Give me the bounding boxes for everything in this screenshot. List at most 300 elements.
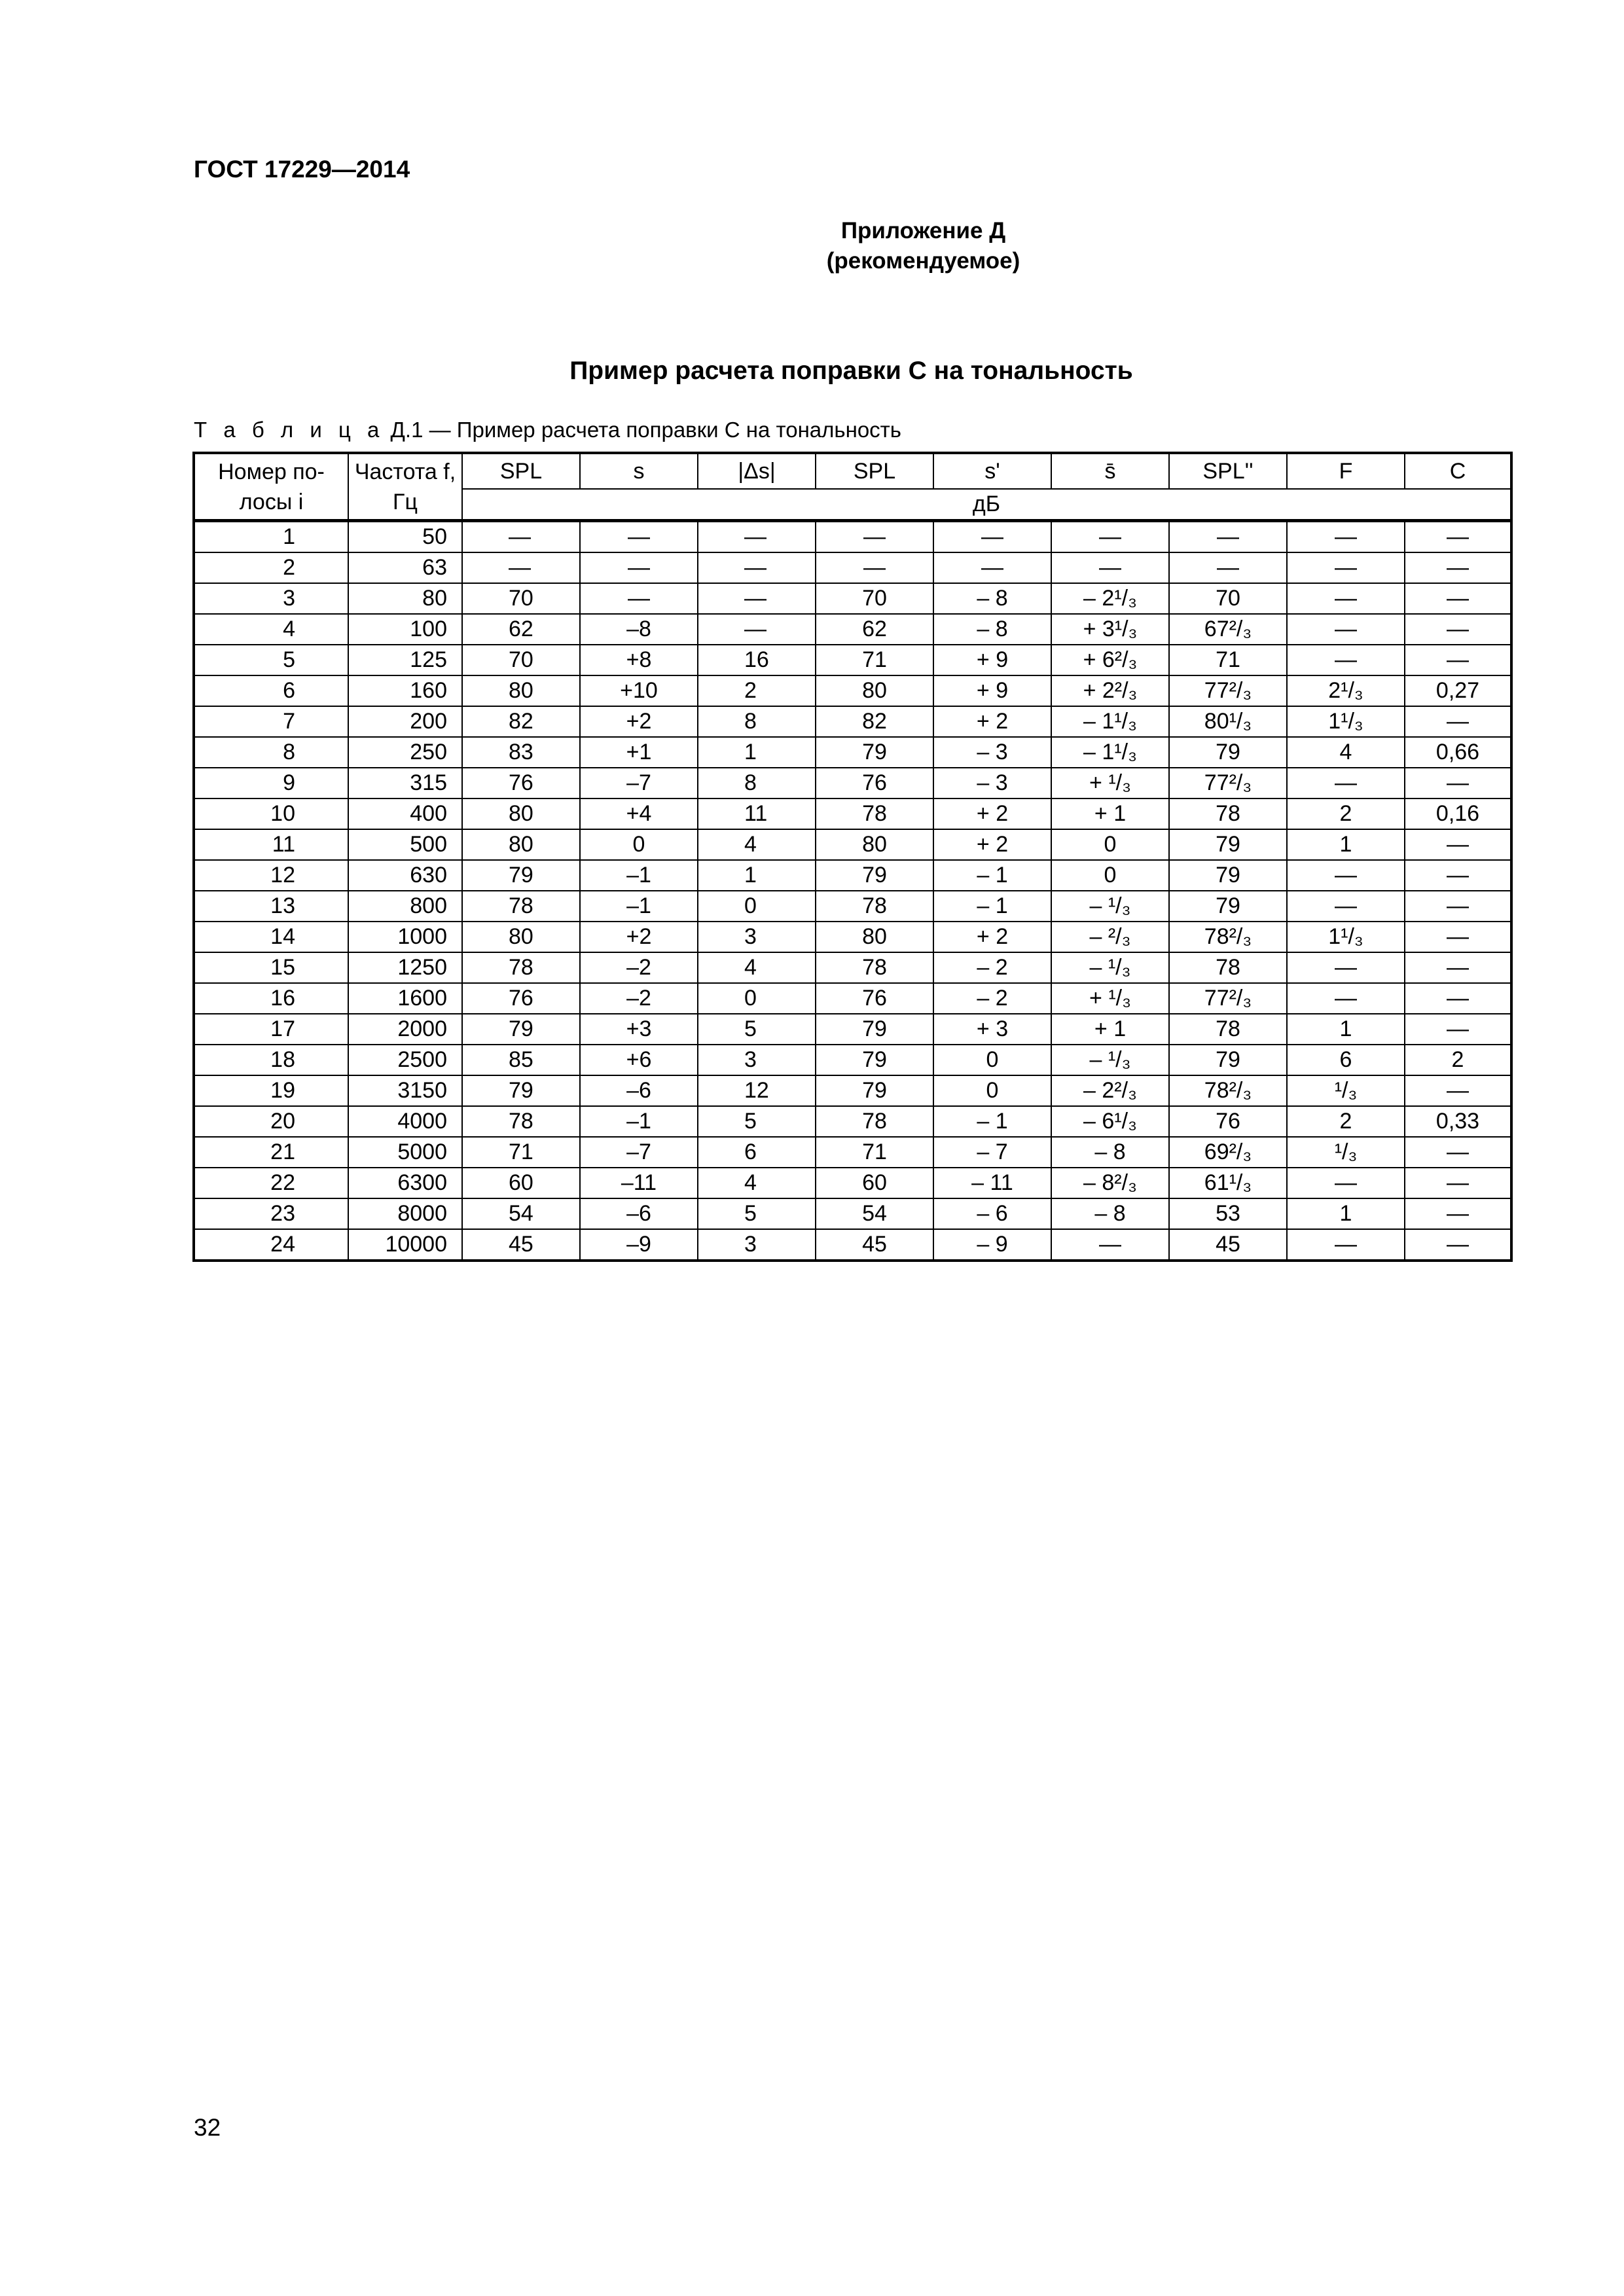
table-cell: 79 (462, 860, 580, 891)
annex-title: Приложение Д (840, 218, 1006, 243)
table-cell: 70 (1169, 583, 1287, 614)
table-cell: – 2 (933, 952, 1051, 983)
table-cell: 11 (194, 829, 348, 860)
table-cell: 17 (194, 1014, 348, 1045)
table-cell: 100 (348, 614, 462, 645)
table-cell: 1¹/₃ (1287, 922, 1405, 952)
table-row (194, 952, 1511, 983)
table-cell: — (1287, 645, 1405, 675)
table-cell: + 2 (933, 829, 1051, 860)
table-cell: 71 (816, 1137, 933, 1168)
table-cell: 2000 (348, 1014, 462, 1045)
table-cell: 5 (698, 1198, 816, 1229)
table-cell: 23 (194, 1198, 348, 1229)
table-cell: 71 (462, 1137, 580, 1168)
table-cell: 16 (698, 645, 816, 675)
table-cell: — (1287, 983, 1405, 1014)
table-cell: 79 (462, 1075, 580, 1106)
table-cell: 79 (1169, 1045, 1287, 1075)
table-cell: 79 (1169, 891, 1287, 922)
table-row (194, 706, 1511, 737)
table-cell: 5 (698, 1014, 816, 1045)
table-cell: — (580, 552, 698, 583)
annex-subtitle: (рекомендуемое) (826, 248, 1020, 274)
table-cell: 2¹/₃ (1287, 675, 1405, 706)
table-cell: 77²/₃ (1169, 983, 1287, 1014)
table-cell: 160 (348, 675, 462, 706)
table-cell: – 3 (933, 768, 1051, 798)
table-cell: 80 (462, 675, 580, 706)
table-cell: — (580, 521, 698, 553)
document-code: ГОСТ 17229—2014 (194, 156, 410, 183)
table-cell: 5 (194, 645, 348, 675)
header-frequency: Частота f, Гц (348, 453, 462, 521)
table-cell: +4 (580, 798, 698, 829)
table-cell: 20 (194, 1106, 348, 1137)
table-cell: +1 (580, 737, 698, 768)
table-cell: — (698, 552, 816, 583)
table-cell: 60 (462, 1168, 580, 1198)
table-cell: 70 (462, 645, 580, 675)
table-cell: 8000 (348, 1198, 462, 1229)
table-cell: 45 (1169, 1229, 1287, 1261)
table-cell: 79 (816, 1075, 933, 1106)
table-caption-text: Д.1 — Пример расчета поправки C на тональность (390, 418, 901, 442)
table-cell: 0,33 (1405, 1106, 1511, 1137)
table-cell: – 2 (933, 983, 1051, 1014)
table-cell: 82 (462, 706, 580, 737)
table-cell: + 1 (1051, 1014, 1169, 1045)
table-cell: 79 (816, 1014, 933, 1045)
table-row (194, 552, 1511, 583)
table-row (194, 1229, 1511, 1261)
table-cell: 2 (194, 552, 348, 583)
table-cell: 12 (194, 860, 348, 891)
table-cell: + 2 (933, 798, 1051, 829)
table-cell: 79 (816, 860, 933, 891)
table-cell: + 9 (933, 645, 1051, 675)
table-cell: — (1051, 552, 1169, 583)
table-cell: 79 (1169, 829, 1287, 860)
table-cell: — (1405, 552, 1511, 583)
table-cell: 79 (816, 737, 933, 768)
table-cell: — (1405, 1229, 1511, 1261)
table-row (194, 645, 1511, 675)
table-cell: + 9 (933, 675, 1051, 706)
table-cell: 1¹/₃ (1287, 706, 1405, 737)
header-spl-prime: SPL (816, 453, 933, 489)
table-cell: 78 (816, 952, 933, 983)
table-cell: 80 (462, 829, 580, 860)
table-cell: 2500 (348, 1045, 462, 1075)
table-cell: — (816, 552, 933, 583)
table-cell: 24 (194, 1229, 348, 1261)
table-cell: — (1405, 768, 1511, 798)
table-cell: 0 (1051, 860, 1169, 891)
table-cell: 0 (698, 891, 816, 922)
table-cell: 78 (1169, 798, 1287, 829)
table-cell: + ¹/₃ (1051, 983, 1169, 1014)
table-cell: 60 (816, 1168, 933, 1198)
table-cell: — (816, 521, 933, 553)
table-caption-prefix: Т а б л и ц а (194, 418, 385, 442)
table-cell: 3150 (348, 1075, 462, 1106)
table-cell: — (698, 521, 816, 553)
table-cell: 76 (462, 768, 580, 798)
table-cell: 19 (194, 1075, 348, 1106)
table-cell: – 7 (933, 1137, 1051, 1168)
table-cell: 11 (698, 798, 816, 829)
table-cell: – 2¹/₃ (1051, 583, 1169, 614)
table-cell: — (1405, 860, 1511, 891)
table-cell: – 1¹/₃ (1051, 737, 1169, 768)
table-cell: 400 (348, 798, 462, 829)
table-cell: 5000 (348, 1137, 462, 1168)
table-row (194, 1106, 1511, 1137)
table-cell: 71 (1169, 645, 1287, 675)
table-cell: +10 (580, 675, 698, 706)
table-cell: 82 (816, 706, 933, 737)
table-cell: + ¹/₃ (1051, 768, 1169, 798)
table-cell: — (698, 614, 816, 645)
table-cell: — (1287, 952, 1405, 983)
table-cell: 2 (1405, 1045, 1511, 1075)
table-cell: 1600 (348, 983, 462, 1014)
table-cell: 76 (816, 983, 933, 1014)
table-cell: 80 (462, 798, 580, 829)
table-cell: 6300 (348, 1168, 462, 1198)
table-cell: 6 (194, 675, 348, 706)
table-cell: –6 (580, 1075, 698, 1106)
table-cell: –8 (580, 614, 698, 645)
header-spl: SPL (462, 453, 580, 489)
table-cell: 45 (816, 1229, 933, 1261)
table-cell: 79 (462, 1014, 580, 1045)
table-cell: 79 (816, 1045, 933, 1075)
table-cell: 22 (194, 1168, 348, 1198)
table-cell: — (1169, 521, 1287, 553)
header-s-prime: s' (933, 453, 1051, 489)
table-cell: 3 (698, 922, 816, 952)
table-cell: 79 (1169, 860, 1287, 891)
table-cell: 8 (698, 706, 816, 737)
table-cell: – 1 (933, 891, 1051, 922)
table-cell: — (1287, 860, 1405, 891)
table-cell: 200 (348, 706, 462, 737)
header-f: F (1287, 453, 1405, 489)
table-row (194, 1168, 1511, 1198)
table-cell: 78 (816, 891, 933, 922)
table-cell: 61¹/₃ (1169, 1168, 1287, 1198)
table-cell: + 2 (933, 706, 1051, 737)
table-cell: 85 (462, 1045, 580, 1075)
table-cell: + 2²/₃ (1051, 675, 1169, 706)
table-row (194, 1198, 1511, 1229)
table-cell: 125 (348, 645, 462, 675)
table-cell: — (1405, 1014, 1511, 1045)
table-cell: + 3 (933, 1014, 1051, 1045)
table-row (194, 1014, 1511, 1045)
table-cell: — (1405, 1198, 1511, 1229)
table-cell: –6 (580, 1198, 698, 1229)
table-cell: +2 (580, 706, 698, 737)
table-cell: 79 (1169, 737, 1287, 768)
table-cell: — (1287, 768, 1405, 798)
header-s-bar: s̄ (1051, 453, 1169, 489)
table-cell: 78 (816, 798, 933, 829)
table-cell: 78²/₃ (1169, 1075, 1287, 1106)
table-cell: 77²/₃ (1169, 675, 1287, 706)
table-cell: — (1405, 1075, 1511, 1106)
table-cell: — (1405, 952, 1511, 983)
table-cell: – 8 (933, 583, 1051, 614)
table-row (194, 922, 1511, 952)
table-cell: 18 (194, 1045, 348, 1075)
table-cell: 53 (1169, 1198, 1287, 1229)
table-cell: +6 (580, 1045, 698, 1075)
table-cell: 6 (698, 1137, 816, 1168)
table-cell: 12 (698, 1075, 816, 1106)
table-cell: 4 (698, 952, 816, 983)
table-cell: — (1287, 521, 1405, 553)
table-cell: 70 (462, 583, 580, 614)
table-cell: 500 (348, 829, 462, 860)
table-cell: – 8 (1051, 1198, 1169, 1229)
table-cell: 78 (1169, 952, 1287, 983)
table-cell: 0 (933, 1075, 1051, 1106)
table-cell: 1 (1287, 1198, 1405, 1229)
table-cell: 54 (816, 1198, 933, 1229)
table-row (194, 891, 1511, 922)
table-cell: – ¹/₃ (1051, 891, 1169, 922)
table-cell: 69²/₃ (1169, 1137, 1287, 1168)
table-cell: 8 (194, 737, 348, 768)
table-cell: 71 (816, 645, 933, 675)
table-row (194, 1045, 1511, 1075)
table-cell: 10000 (348, 1229, 462, 1261)
table-cell: 76 (1169, 1106, 1287, 1137)
table-row (194, 860, 1511, 891)
table-caption (194, 418, 901, 442)
table-cell: + 2 (933, 922, 1051, 952)
table-row (194, 829, 1511, 860)
table-cell: 70 (816, 583, 933, 614)
table-cell: 62 (462, 614, 580, 645)
table-cell: – 1 (933, 1106, 1051, 1137)
table-row (194, 583, 1511, 614)
table-cell: — (1405, 922, 1511, 952)
table-cell: –1 (580, 1106, 698, 1137)
header-delta-s: |Δs| (698, 453, 816, 489)
table-cell: –7 (580, 1137, 698, 1168)
table-body (194, 521, 1511, 1261)
table-cell: 1 (194, 521, 348, 553)
table-cell: — (1287, 614, 1405, 645)
table-cell: – 8²/₃ (1051, 1168, 1169, 1198)
table-row (194, 983, 1511, 1014)
table-cell: 3 (698, 1045, 816, 1075)
table-cell: – 8 (1051, 1137, 1169, 1168)
table-cell: 80 (816, 829, 933, 860)
table-cell: 80 (348, 583, 462, 614)
table-cell: 0,16 (1405, 798, 1511, 829)
table-cell: — (1287, 1229, 1405, 1261)
table-cell: +8 (580, 645, 698, 675)
header-unit-db: дБ (462, 489, 1511, 521)
table-cell: – 3 (933, 737, 1051, 768)
table-cell: 4 (698, 829, 816, 860)
table-cell: 0 (1051, 829, 1169, 860)
table-cell: 83 (462, 737, 580, 768)
table-cell: — (1287, 583, 1405, 614)
table-cell: — (1051, 1229, 1169, 1261)
table-cell: 78 (462, 1106, 580, 1137)
header-spl-double-prime: SPL'' (1169, 453, 1287, 489)
table-cell: – 1¹/₃ (1051, 706, 1169, 737)
table-cell: 1 (1287, 829, 1405, 860)
table-cell: 4 (1287, 737, 1405, 768)
table-cell: 21 (194, 1137, 348, 1168)
calculation-table (192, 452, 1513, 1262)
table-cell: – ¹/₃ (1051, 1045, 1169, 1075)
table-cell: 80 (816, 922, 933, 952)
table-cell: 76 (816, 768, 933, 798)
table-cell: 4000 (348, 1106, 462, 1137)
table-cell: ¹/₃ (1287, 1075, 1405, 1106)
table-cell: –9 (580, 1229, 698, 1261)
table-cell: 63 (348, 552, 462, 583)
table-cell: 10 (194, 798, 348, 829)
table-cell: –7 (580, 768, 698, 798)
table-cell: 78 (1169, 1014, 1287, 1045)
table-cell: 62 (816, 614, 933, 645)
table-row (194, 1075, 1511, 1106)
table-cell: –1 (580, 860, 698, 891)
table-cell: 78²/₃ (1169, 922, 1287, 952)
table-cell: 0,27 (1405, 675, 1511, 706)
table-cell: 1 (1287, 1014, 1405, 1045)
table-cell: + 3¹/₃ (1051, 614, 1169, 645)
table-cell: –2 (580, 983, 698, 1014)
table-cell: 78 (462, 952, 580, 983)
table-cell: — (1405, 1137, 1511, 1168)
table-cell: 630 (348, 860, 462, 891)
table-cell: 77²/₃ (1169, 768, 1287, 798)
table-cell: 0,66 (1405, 737, 1511, 768)
table-cell: — (1287, 891, 1405, 922)
table-cell: 80 (462, 922, 580, 952)
table-cell: — (1169, 552, 1287, 583)
table-cell: — (462, 521, 580, 553)
table-cell: — (1287, 552, 1405, 583)
table-cell: — (1405, 583, 1511, 614)
table-cell: 6 (1287, 1045, 1405, 1075)
table-cell: 1250 (348, 952, 462, 983)
table-cell: – 6¹/₃ (1051, 1106, 1169, 1137)
table-cell: 54 (462, 1198, 580, 1229)
table-cell: – ²/₃ (1051, 922, 1169, 952)
table-cell: 45 (462, 1229, 580, 1261)
table-cell: 0 (933, 1045, 1051, 1075)
annex-heading (0, 216, 1624, 276)
table-cell: 5 (698, 1106, 816, 1137)
table-cell: 7 (194, 706, 348, 737)
table-cell: — (1051, 521, 1169, 553)
header-c: C (1405, 453, 1511, 489)
table-cell: — (698, 583, 816, 614)
table-cell: — (933, 552, 1051, 583)
table-cell: 2 (698, 675, 816, 706)
table-cell: – 6 (933, 1198, 1051, 1229)
table-cell: 15 (194, 952, 348, 983)
table-cell: 13 (194, 891, 348, 922)
table-row (194, 798, 1511, 829)
table-cell: – 11 (933, 1168, 1051, 1198)
table-cell: 800 (348, 891, 462, 922)
table-cell: 78 (816, 1106, 933, 1137)
table-cell: 3 (194, 583, 348, 614)
table-cell: 2 (1287, 798, 1405, 829)
table-cell: 76 (462, 983, 580, 1014)
table-cell: 78 (462, 891, 580, 922)
table-cell: – 1 (933, 860, 1051, 891)
table-cell: 80¹/₃ (1169, 706, 1287, 737)
table-cell: — (1405, 706, 1511, 737)
table-cell: 2 (1287, 1106, 1405, 1137)
page-number: 32 (194, 2114, 221, 2141)
table-cell: +3 (580, 1014, 698, 1045)
table-cell: 1 (698, 737, 816, 768)
table-cell: – 2²/₃ (1051, 1075, 1169, 1106)
table-cell: –11 (580, 1168, 698, 1198)
table-cell: — (1405, 983, 1511, 1014)
table-cell: 9 (194, 768, 348, 798)
table-cell: 250 (348, 737, 462, 768)
table-row (194, 521, 1511, 553)
table-cell: 50 (348, 521, 462, 553)
table-row (194, 614, 1511, 645)
table-cell: –1 (580, 891, 698, 922)
table-cell: 8 (698, 768, 816, 798)
table-cell: + 1 (1051, 798, 1169, 829)
table-cell: 4 (698, 1168, 816, 1198)
table-row (194, 768, 1511, 798)
table-cell: + 6²/₃ (1051, 645, 1169, 675)
table-row (194, 737, 1511, 768)
table-cell: 0 (698, 983, 816, 1014)
table-cell: — (1405, 829, 1511, 860)
table-cell: 16 (194, 983, 348, 1014)
table-cell: — (1405, 1168, 1511, 1198)
table-row (194, 675, 1511, 706)
table-cell: 0 (580, 829, 698, 860)
table-cell: – ¹/₃ (1051, 952, 1169, 983)
table-cell: — (580, 583, 698, 614)
table-cell: 14 (194, 922, 348, 952)
table-cell: — (1405, 614, 1511, 645)
table-cell: 315 (348, 768, 462, 798)
table-cell: – 8 (933, 614, 1051, 645)
table-cell: — (1405, 645, 1511, 675)
section-title: Пример расчета поправки C на тональность (569, 357, 1133, 385)
table-cell: 1 (698, 860, 816, 891)
table-cell: ¹/₃ (1287, 1137, 1405, 1168)
header-band-number: Номер по-лосы i (194, 453, 348, 521)
table-row (194, 1137, 1511, 1168)
header-s: s (580, 453, 698, 489)
table-cell: +2 (580, 922, 698, 952)
table-cell: — (933, 521, 1051, 553)
